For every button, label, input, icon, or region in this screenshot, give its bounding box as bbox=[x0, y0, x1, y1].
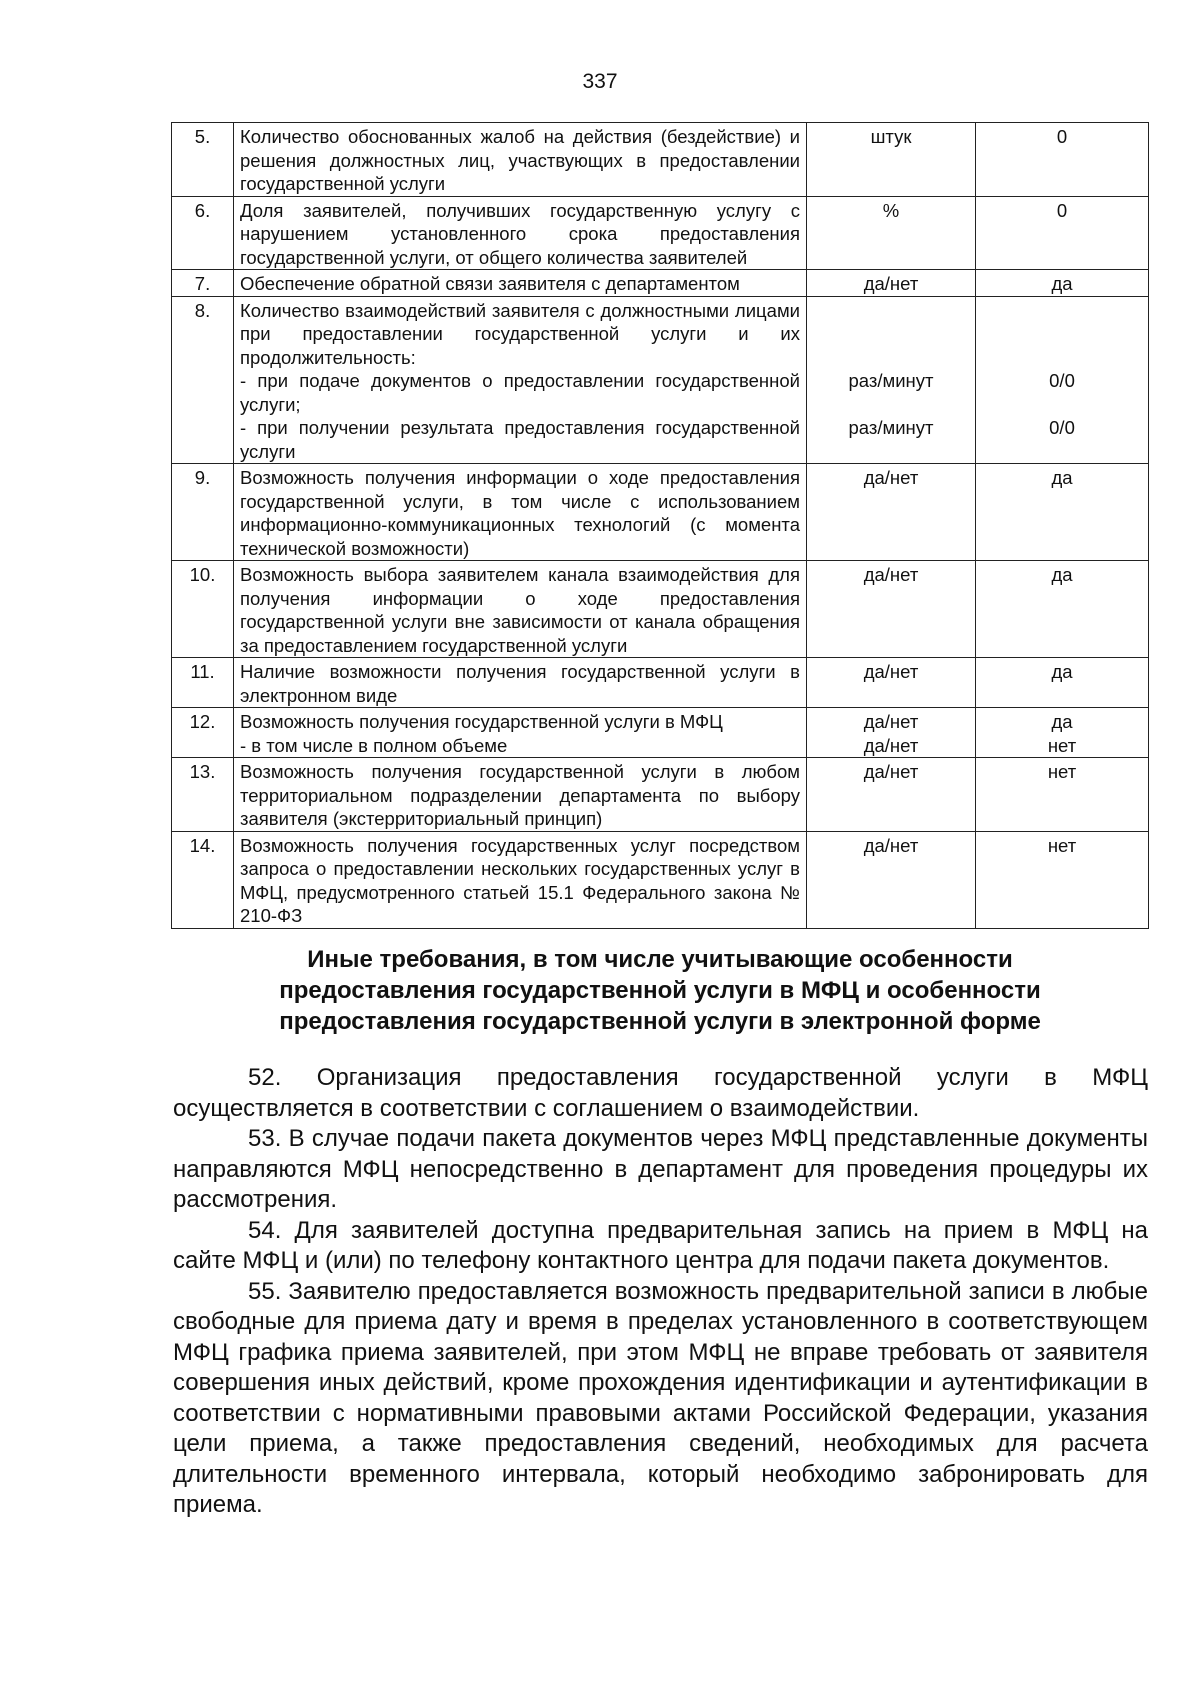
row-number: 5. bbox=[172, 123, 234, 197]
paragraph: 53. В случае подачи пакета документов через МФЦ представленные документы направляются МФЦ непосредственно в департамент для проведения процедуры их рассмотрения. bbox=[173, 1125, 1148, 1213]
normative-value: да bbox=[976, 270, 1149, 297]
value-part: 0/0 bbox=[1049, 369, 1075, 391]
normative-value: нет bbox=[976, 831, 1149, 928]
normative-value: да bbox=[976, 658, 1149, 708]
indicator-name: Возможность выбора заявителем канала взаимодействия для получения информации о ходе предоставления государственной услуги вне зависимости от канала обращения за предоставлением государственной услуги bbox=[234, 561, 807, 658]
unit-part: да/нет bbox=[863, 711, 919, 732]
indicator-name-part: - в том числе в полном объеме bbox=[240, 734, 508, 756]
body-text bbox=[173, 1063, 1148, 1521]
table-row bbox=[172, 464, 1149, 561]
row-number: 7. bbox=[172, 270, 234, 297]
normative-value: да bbox=[976, 464, 1149, 561]
row-number: 10. bbox=[172, 561, 234, 658]
section-title-line: предоставления государственной услуги в МФЦ и особенности bbox=[279, 977, 1041, 1004]
table-row bbox=[172, 831, 1149, 928]
section-title bbox=[180, 944, 1140, 1037]
indicator-name: Обеспечение обратной связи заявителя с департаментом bbox=[234, 270, 807, 297]
indicator-name bbox=[234, 296, 807, 464]
normative-value: нет bbox=[976, 758, 1149, 832]
indicator-name: Возможность получения информации о ходе предоставления государственной услуги, в том числе с использованием информационно-коммуникационных технологий (с момента технической возможности) bbox=[234, 464, 807, 561]
unit-of-measure: штук bbox=[807, 123, 976, 197]
unit-of-measure: да/нет bbox=[807, 758, 976, 832]
indicator-name-part: Возможность получения государственной услуги в МФЦ bbox=[240, 711, 723, 732]
normative-value: 0 bbox=[976, 196, 1149, 270]
indicator-name: Количество обоснованных жалоб на действия (бездействие) и решения должностных лиц, участвующих в предоставлении государственной услуги bbox=[234, 123, 807, 197]
row-number: 11. bbox=[172, 658, 234, 708]
normative-value bbox=[976, 708, 1149, 758]
unit-of-measure: да/нет bbox=[807, 831, 976, 928]
indicator-name: Возможность получения государственной услуги в любом территориальном подразделении департамента по выбору заявителя (экстерриториальный принцип) bbox=[234, 758, 807, 832]
row-number: 9. bbox=[172, 464, 234, 561]
indicators-table bbox=[171, 122, 1149, 929]
table-row bbox=[172, 123, 1149, 197]
unit-part: раз/минут bbox=[848, 369, 934, 391]
value-part: да bbox=[1051, 711, 1073, 732]
page-number: 337 bbox=[582, 70, 618, 93]
unit-of-measure: да/нет bbox=[807, 658, 976, 708]
table-row bbox=[172, 270, 1149, 297]
row-number: 13. bbox=[172, 758, 234, 832]
paragraph: 55. Заявителю предоставляется возможность предварительной записи в любые свободные для приема дату и время в пределах установленного в соответствующем МФЦ графика приема заявителей, при этом МФЦ не вправе требовать от заявителя совершения иных действий, кроме прохождения идентификации и аутентификации в соответствии с нормативными правовыми актами Российской Федерации, указания цели приема, а также предоставления сведений, необходимых для расчета длительности временного интервала, который необходимо забронировать для приема. bbox=[173, 1277, 1148, 1518]
value-part: 0/0 bbox=[1049, 417, 1075, 438]
table-row bbox=[172, 708, 1149, 758]
unit-part: раз/минут bbox=[848, 417, 934, 438]
indicator-name-part: Количество взаимодействий заявителя с должностными лицами при предоставлении государственной услуги и их продолжительность: bbox=[240, 299, 800, 368]
row-number: 8. bbox=[172, 296, 234, 464]
table-row bbox=[172, 296, 1149, 464]
unit-of-measure: да/нет bbox=[807, 464, 976, 561]
indicator-name: Доля заявителей, получивших государственную услугу с нарушением установленного срока предоставления государственной услуги, от общего количества заявителей bbox=[234, 196, 807, 270]
paragraph: 52. Организация предоставления государственной услуги в МФЦ осуществляется в соответствии с соглашением о взаимодействии. bbox=[173, 1064, 1148, 1122]
unit-of-measure: да/нет bbox=[807, 270, 976, 297]
indicator-name bbox=[234, 708, 807, 758]
row-number: 6. bbox=[172, 196, 234, 270]
table-row bbox=[172, 196, 1149, 270]
row-number: 12. bbox=[172, 708, 234, 758]
indicator-name: Возможность получения государственных услуг посредством запроса о предоставлении нескольких государственных услуг в МФЦ, предусмотренного статьей 15.1 Федерального закона № 210-ФЗ bbox=[234, 831, 807, 928]
indicator-name-part: - при подаче документов о предоставлении государственной услуги; bbox=[240, 370, 800, 415]
normative-value: 0 bbox=[976, 123, 1149, 197]
table-row bbox=[172, 561, 1149, 658]
table-row bbox=[172, 758, 1149, 832]
table-row bbox=[172, 658, 1149, 708]
indicator-name-part: - при получении результата предоставления государственной услуги bbox=[240, 417, 800, 462]
unit-of-measure: да/нет bbox=[807, 561, 976, 658]
normative-value: да bbox=[976, 561, 1149, 658]
unit-of-measure: % bbox=[807, 196, 976, 270]
indicator-name: Наличие возможности получения государственной услуги в электронном виде bbox=[234, 658, 807, 708]
unit-of-measure bbox=[807, 296, 976, 464]
value-part: нет bbox=[1047, 734, 1077, 756]
unit-of-measure bbox=[807, 708, 976, 758]
normative-value bbox=[976, 296, 1149, 464]
paragraph: 54. Для заявителей доступна предварительная запись на прием в МФЦ на сайте МФЦ и (или) по телефону контактного центра для подачи пакета документов. bbox=[173, 1216, 1148, 1274]
section-title-line: предоставления государственной услуги в электронной форме bbox=[279, 1008, 1041, 1035]
unit-part: да/нет bbox=[863, 734, 919, 756]
section-title-line: Иные требования, в том числе учитывающие особенности bbox=[307, 946, 1013, 973]
row-number: 14. bbox=[172, 831, 234, 928]
